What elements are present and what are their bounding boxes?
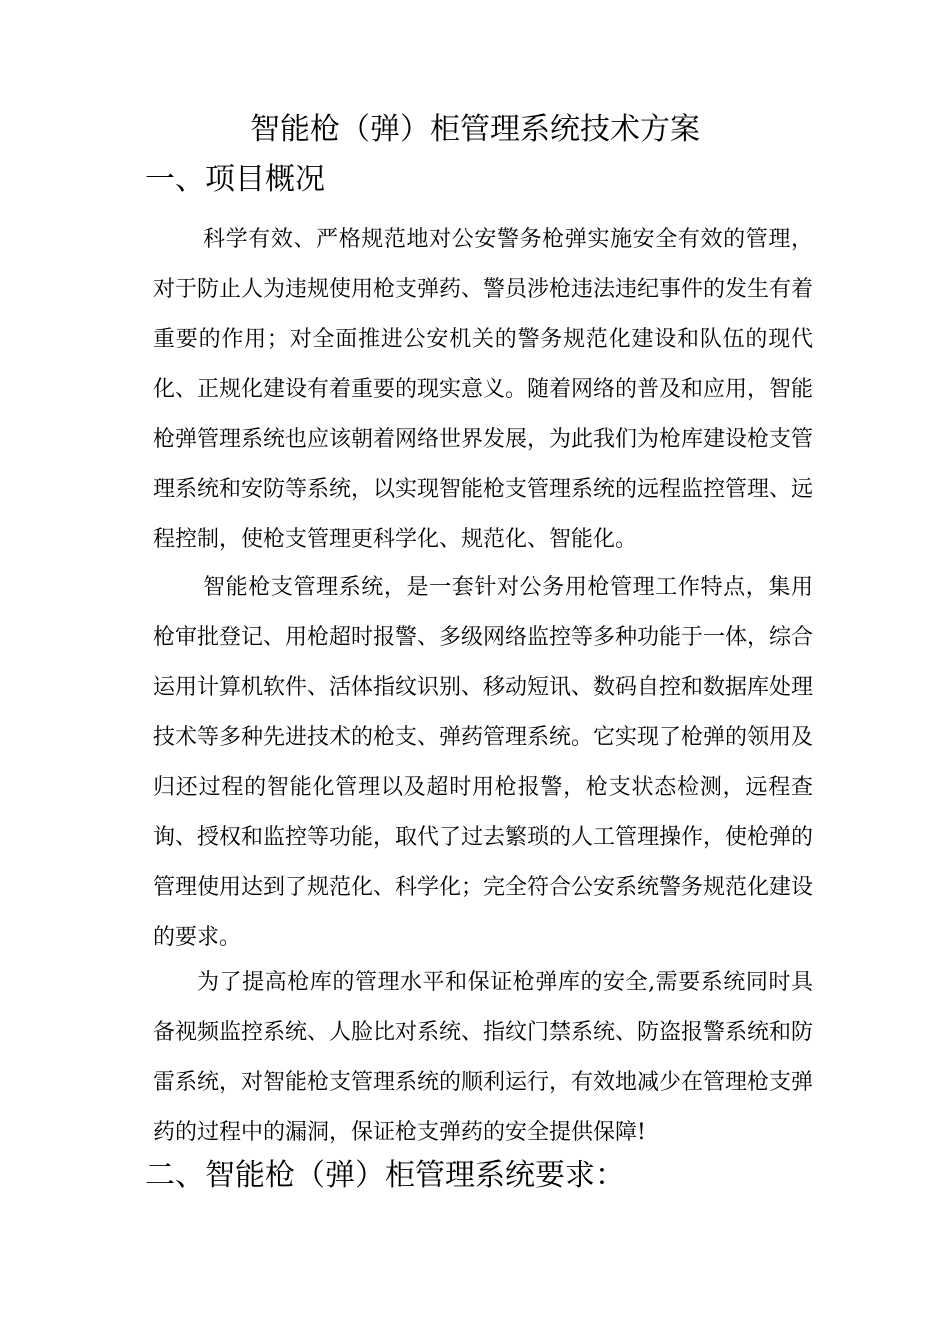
paragraph-3: 为了提高枪库的管理水平和保证枪弹库的安全,需要系统同时具备视频监控系统、人脸比对系统、指纹门禁系统、防盗报警系统和防雷系统，对智能枪支管理系统的顺利运行，有效地减少在管理枪支弹药的过程中的漏洞，保证枪支弹药的安全提供保障! <box>153 970 814 1145</box>
paragraph-2: 智能枪支管理系统，是一套针对公务用枪管理工作特点，集用枪审批登记、用枪超时报警、多级网络监控等多种功能于一体，综合运用计算机软件、活体指纹识别、移动短讯、数码自控和数据库处理技术等多种先进技术的枪支、弹药管理系统。它实现了枪弹的领用及归还过程的智能化管理以及超时用枪报警，枪支状态检测，远程查询、授权和监控等功能，取代了过去繁琐的人工管理操作，使枪弹的管理使用达到了规范化、科学化；完全符合公安系统警务规范化建设的要求。 <box>153 575 814 950</box>
document-title: 智能枪（弹）柜管理系统技术方案 <box>250 112 700 147</box>
paragraph-1: 科学有效、严格规范地对公安警务枪弹实施安全有效的管理，对于防止人为违规使用枪支弹药、警员涉枪违法违纪事件的发生有着重要的作用；对全面推进公安机关的警务规范化建设和队伍的现代化、正规化建设有着重要的现实意义。随着网络的普及和应用，智能枪弹管理系统也应该朝着网络世界发展，为此我们为枪库建设枪支管理系统和安防等系统，以实现智能枪支管理系统的远程监控管理、远程控制，使枪支管理更科学化、规范化、智能化。 <box>153 227 814 552</box>
section-heading-requirements: 二、智能枪（弹）柜管理系统要求： <box>145 1158 625 1193</box>
section-heading-overview: 一、项目概况 <box>145 162 325 197</box>
